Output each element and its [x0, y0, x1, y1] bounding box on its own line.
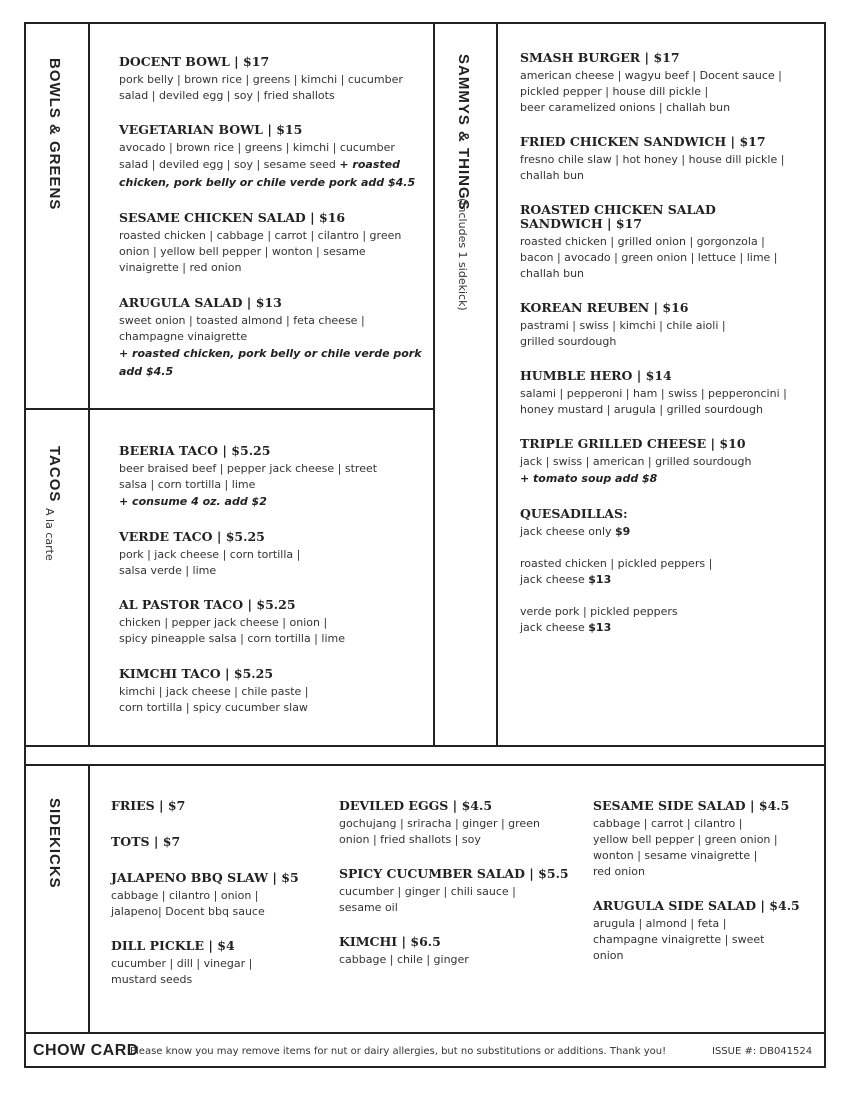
item-desc: champagne vinaigrette | sweet [593, 933, 765, 946]
item-title: DILL PICKLE | $4 [111, 938, 235, 953]
item-title: DEVILED EGGS | $4.5 [339, 798, 493, 813]
item-title: FRIED CHICKEN SANDWICH | $17 [520, 134, 766, 149]
item-desc: cabbage | carrot | cilantro | [593, 817, 743, 830]
item-desc: spicy pineapple salsa | corn tortilla | lime [119, 632, 345, 645]
menu-item-humble-hero [520, 369, 787, 418]
item-desc: kimchi | jack cheese | chile paste | [119, 685, 309, 698]
item-title: HUMBLE HERO | $14 [520, 368, 672, 383]
side-item-tots [111, 835, 180, 852]
item-title: SPICY CUCUMBER SALAD | $5.5 [339, 866, 569, 881]
item-desc: chicken | pepper jack cheese | onion | [119, 616, 328, 629]
menu-item-kimchi-taco [119, 667, 309, 716]
item-desc: sweet onion | toasted almond | feta cheese | [119, 314, 365, 327]
quesadilla-option [520, 620, 712, 636]
item-title: AL PASTOR TACO | $5.25 [119, 597, 296, 612]
footer-divider [24, 1032, 826, 1034]
label-column-divider [88, 22, 90, 746]
item-title: TOTS | $7 [111, 834, 181, 849]
item-desc: cabbage | cilantro | onion | [111, 889, 259, 902]
tacos-section-sublabel: A la carte [43, 508, 56, 561]
item-desc: cucumber | ginger | chili sauce | [339, 885, 516, 898]
gap-divider-top [24, 745, 826, 747]
menu-item-arugula-salad [119, 296, 422, 381]
bowls-section-label: BOWLS & GREENS [46, 58, 63, 211]
menu-item-verde-taco [119, 530, 300, 579]
item-desc: salsa verde | lime [119, 564, 217, 577]
item-title: VERDE TACO | $5.25 [119, 529, 265, 544]
quesadilla-option [520, 572, 712, 588]
menu-item-vegetarian-bowl [119, 123, 415, 192]
item-desc: mustard seeds [111, 973, 193, 986]
item-desc: onion | fried shallots | soy [339, 833, 481, 846]
center-divider-right [496, 22, 498, 746]
side-item-fries [111, 799, 185, 816]
item-title: TRIPLE GRILLED CHEESE | $10 [520, 436, 746, 451]
item-desc: onion | yellow bell pepper | wonton | sesame [119, 245, 366, 258]
item-desc: yellow bell pepper | green onion | [593, 833, 778, 846]
addon-start: + roasted [339, 158, 400, 171]
menu-item-roasted-chicken-salad-sandwich [520, 203, 778, 282]
footer-note: Please know you may remove items for nut or dairy allergies, but no substitutions or additions. Thank you! [130, 1046, 667, 1057]
item-title: SMASH BURGER | $17 [520, 50, 680, 65]
item-title: SANDWICH | $17 [520, 216, 642, 231]
item-desc: onion [593, 949, 624, 962]
item-desc-plain: salad | deviled egg | soy | sesame seed [119, 158, 340, 171]
item-desc: wonton | sesame vinaigrette | [593, 849, 758, 862]
sammys-section-sublabel: (Includes 1 sidekick) [456, 198, 469, 311]
item-desc: challah bun [520, 267, 585, 280]
item-addon: chicken, pork belly or chile verde pork add $4.5 [119, 176, 416, 189]
item-desc: red onion [593, 865, 645, 878]
menu-item-quesadillas [520, 507, 712, 636]
item-title: VEGETARIAN BOWL | $15 [119, 122, 303, 137]
item-title: KIMCHI | $6.5 [339, 934, 441, 949]
option-price: $13 [588, 573, 612, 586]
item-desc: pork | jack cheese | corn tortilla | [119, 548, 301, 561]
item-title: ARUGULA SIDE SALAD | $4.5 [593, 898, 800, 913]
option-text: jack cheese only [520, 525, 616, 538]
quesadilla-option [520, 524, 712, 540]
menu-item-fried-chicken-sandwich [520, 135, 784, 184]
item-desc: pork belly | brown rice | greens | kimchi | cucumber [119, 73, 403, 86]
item-title: KIMCHI TACO | $5.25 [119, 666, 274, 681]
item-desc: bacon | avocado | green onion | lettuce | lime | [520, 251, 778, 264]
side-item-jalapeno-bbq-slaw [111, 871, 299, 920]
option-text: jack cheese [520, 573, 589, 586]
item-desc: cabbage | chile | ginger [339, 953, 469, 966]
option-price: $9 [615, 525, 631, 538]
quesadilla-option: verde pork | pickled peppers [520, 605, 678, 618]
menu-item-smash-burger [520, 51, 782, 116]
center-divider-left [433, 22, 435, 746]
tacos-section-label: TACOS [46, 446, 63, 503]
item-addon: add $4.5 [119, 365, 174, 378]
item-desc [119, 156, 415, 174]
item-desc: arugula | almond | feta | [593, 917, 727, 930]
item-desc: pastrami | swiss | kimchi | chile aioli | [520, 319, 726, 332]
sammys-section-label: SAMMYS & THINGS [455, 54, 472, 211]
side-item-deviled-eggs [339, 799, 540, 848]
menu-item-beeria-taco [119, 444, 377, 511]
item-desc: gochujang | sriracha | ginger | green [339, 817, 540, 830]
item-desc: champagne vinaigrette [119, 330, 248, 343]
item-desc: cucumber | dill | vinegar | [111, 957, 253, 970]
side-item-arugula-side-salad [593, 899, 800, 964]
item-title: SESAME SIDE SALAD | $4.5 [593, 798, 790, 813]
menu-item-triple-grilled-cheese [520, 437, 751, 488]
item-desc: roasted chicken | cabbage | carrot | cilantro | green [119, 229, 402, 242]
item-title: BEERIA TACO | $5.25 [119, 443, 271, 458]
sidekicks-section-label: SIDEKICKS [46, 798, 63, 889]
menu-item-korean-reuben [520, 301, 726, 350]
menu-item-sesame-chicken-salad [119, 211, 401, 276]
item-title: FRIES | $7 [111, 798, 186, 813]
item-addon: + consume 4 oz. add $2 [119, 495, 267, 508]
item-desc: grilled sourdough [520, 335, 617, 348]
item-addon: + roasted chicken, pork belly or chile verde pork [119, 347, 422, 360]
item-desc: avocado | brown rice | greens | kimchi | cucumber [119, 141, 395, 154]
item-addon: + tomato soup add $8 [520, 472, 658, 485]
item-title: QUESADILLAS: [520, 506, 628, 521]
item-desc: roasted chicken | grilled onion | gorgonzola | [520, 235, 765, 248]
item-desc: american cheese | wagyu beef | Docent sauce | [520, 69, 782, 82]
menu-item-al-pastor-taco [119, 598, 345, 647]
menu-item-docent-bowl [119, 55, 403, 104]
footer-title: CHOW CARD [33, 1042, 139, 1059]
gap-divider-bottom [24, 764, 826, 766]
item-title: JALAPENO BBQ SLAW | $5 [111, 870, 299, 885]
item-desc: beer caramelized onions | challah bun [520, 101, 731, 114]
item-desc: jack | swiss | american | grilled sourdough [520, 455, 752, 468]
side-item-kimchi [339, 935, 469, 968]
quesadilla-option: roasted chicken | pickled peppers | [520, 557, 713, 570]
side-item-spicy-cucumber-salad [339, 867, 569, 916]
option-price: $13 [588, 621, 612, 634]
issue-number: ISSUE #: DB041524 [712, 1046, 813, 1057]
item-desc: salsa | corn tortilla | lime [119, 478, 256, 491]
sidekicks-label-divider [88, 764, 90, 1032]
item-desc: challah bun [520, 169, 585, 182]
item-desc: salad | deviled egg | soy | fried shallots [119, 89, 335, 102]
item-desc: honey mustard | arugula | grilled sourdough [520, 403, 763, 416]
item-desc: jalapeno| Docent bbq sauce [111, 905, 265, 918]
item-title: ROASTED CHICKEN SALAD [520, 202, 716, 217]
item-desc: salami | pepperoni | ham | swiss | pepperoncini | [520, 387, 787, 400]
side-item-dill-pickle [111, 939, 252, 988]
item-desc: fresno chile slaw | hot honey | house dill pickle | [520, 153, 785, 166]
item-title: DOCENT BOWL | $17 [119, 54, 270, 69]
item-desc: vinaigrette | red onion [119, 261, 242, 274]
bowls-tacos-divider [24, 408, 434, 410]
item-title: SESAME CHICKEN SALAD | $16 [119, 210, 346, 225]
item-title: ARUGULA SALAD | $13 [119, 295, 282, 310]
item-desc: sesame oil [339, 901, 398, 914]
item-title: KOREAN REUBEN | $16 [520, 300, 689, 315]
item-desc: corn tortilla | spicy cucumber slaw [119, 701, 308, 714]
side-item-sesame-side-salad [593, 799, 789, 880]
option-text: jack cheese [520, 621, 589, 634]
item-desc: pickled pepper | house dill pickle | [520, 85, 709, 98]
item-desc: beer braised beef | pepper jack cheese | street [119, 462, 378, 475]
